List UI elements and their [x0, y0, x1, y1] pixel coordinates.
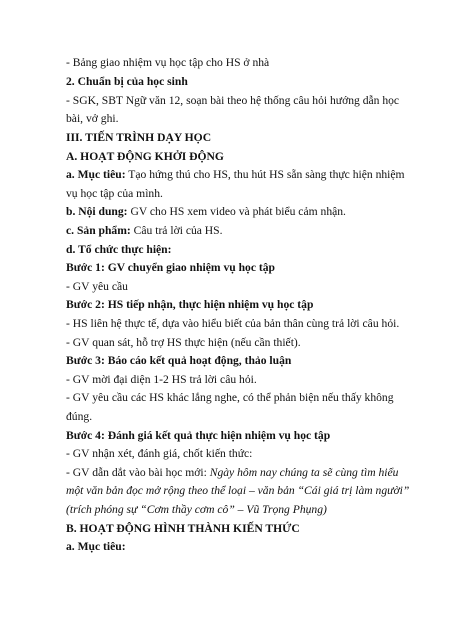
line-text: Câu trả lời của HS.	[130, 224, 223, 237]
section-heading: 2. Chuẩn bị của học sinh	[66, 75, 188, 88]
text-line: - SGK, SBT Ngữ văn 12, soạn bài theo hệ thống câu hỏi hướng dẫn học	[66, 94, 400, 107]
label: a. Mục tiêu:	[66, 168, 126, 181]
line-text: GV cho HS xem video và phát biểu cảm nhận.	[127, 205, 346, 218]
section-heading: B. HOẠT ĐỘNG HÌNH THÀNH KIẾN THỨC	[66, 522, 300, 535]
text-line	[66, 168, 405, 182]
section-heading: a. Mục tiêu:	[66, 540, 126, 553]
text-line	[66, 205, 346, 219]
text-line: - HS liên hệ thực tế, dựa vào hiểu biết của bản thân cùng trả lời câu hỏi.	[66, 317, 400, 330]
text-line: - GV yêu cầu các HS khác lắng nghe, có thể phản biện nếu thấy không	[66, 391, 394, 404]
italic-line: một văn bản đọc mở rộng theo thể loại – văn bản “Cái giá trị làm người”	[66, 484, 410, 497]
step-heading: Bước 1: GV chuyển giao nhiệm vụ học tập	[66, 261, 275, 274]
section-heading: III. TIẾN TRÌNH DẠY HỌC	[66, 131, 212, 144]
section-heading: A. HOẠT ĐỘNG KHỞI ĐỘNG	[66, 150, 224, 163]
text-line	[66, 224, 223, 238]
line-text: Tạo hứng thú cho HS, thu hút HS sẵn sàng thực hiện nhiệm	[125, 168, 405, 181]
text-line: - GV quan sát, hỗ trợ HS thực hiện (nếu cần thiết).	[66, 336, 301, 349]
text-line: vụ học tập của mình.	[66, 187, 163, 200]
text-line: bài, vở ghi.	[66, 112, 119, 125]
text-line: - Bảng giao nhiệm vụ học tập cho HS ở nhà	[66, 56, 270, 69]
section-heading: d. Tổ chức thực hiện:	[66, 243, 172, 256]
label: b. Nội dung:	[66, 205, 128, 218]
step-heading: Bước 3: Báo cáo kết quả hoạt động, thảo luận	[66, 354, 292, 367]
text-line	[66, 466, 398, 480]
text-line: - GV yêu cầu	[66, 280, 128, 293]
italic-text: Ngày hôm nay chúng ta sẽ cùng tìm hiểu	[209, 466, 399, 479]
text-line: - GV nhận xét, đánh giá, chốt kiến thức:	[66, 447, 253, 460]
label: c. Sản phẩm:	[66, 224, 131, 237]
step-heading: Bước 4: Đánh giá kết quả thực hiện nhiệm vụ học tập	[66, 429, 331, 442]
text-line: đúng.	[66, 410, 93, 423]
text-line: - GV mời đại diện 1-2 HS trả lời câu hỏi.	[66, 373, 257, 386]
line-text: - GV dẫn dắt vào bài học mới:	[66, 466, 210, 479]
step-heading: Bước 2: HS tiếp nhận, thực hiện nhiệm vụ học tập	[66, 298, 314, 311]
italic-line: (trích phóng sự “Cơm thầy cơm cô” – Vũ Trọng Phụng)	[66, 503, 327, 516]
